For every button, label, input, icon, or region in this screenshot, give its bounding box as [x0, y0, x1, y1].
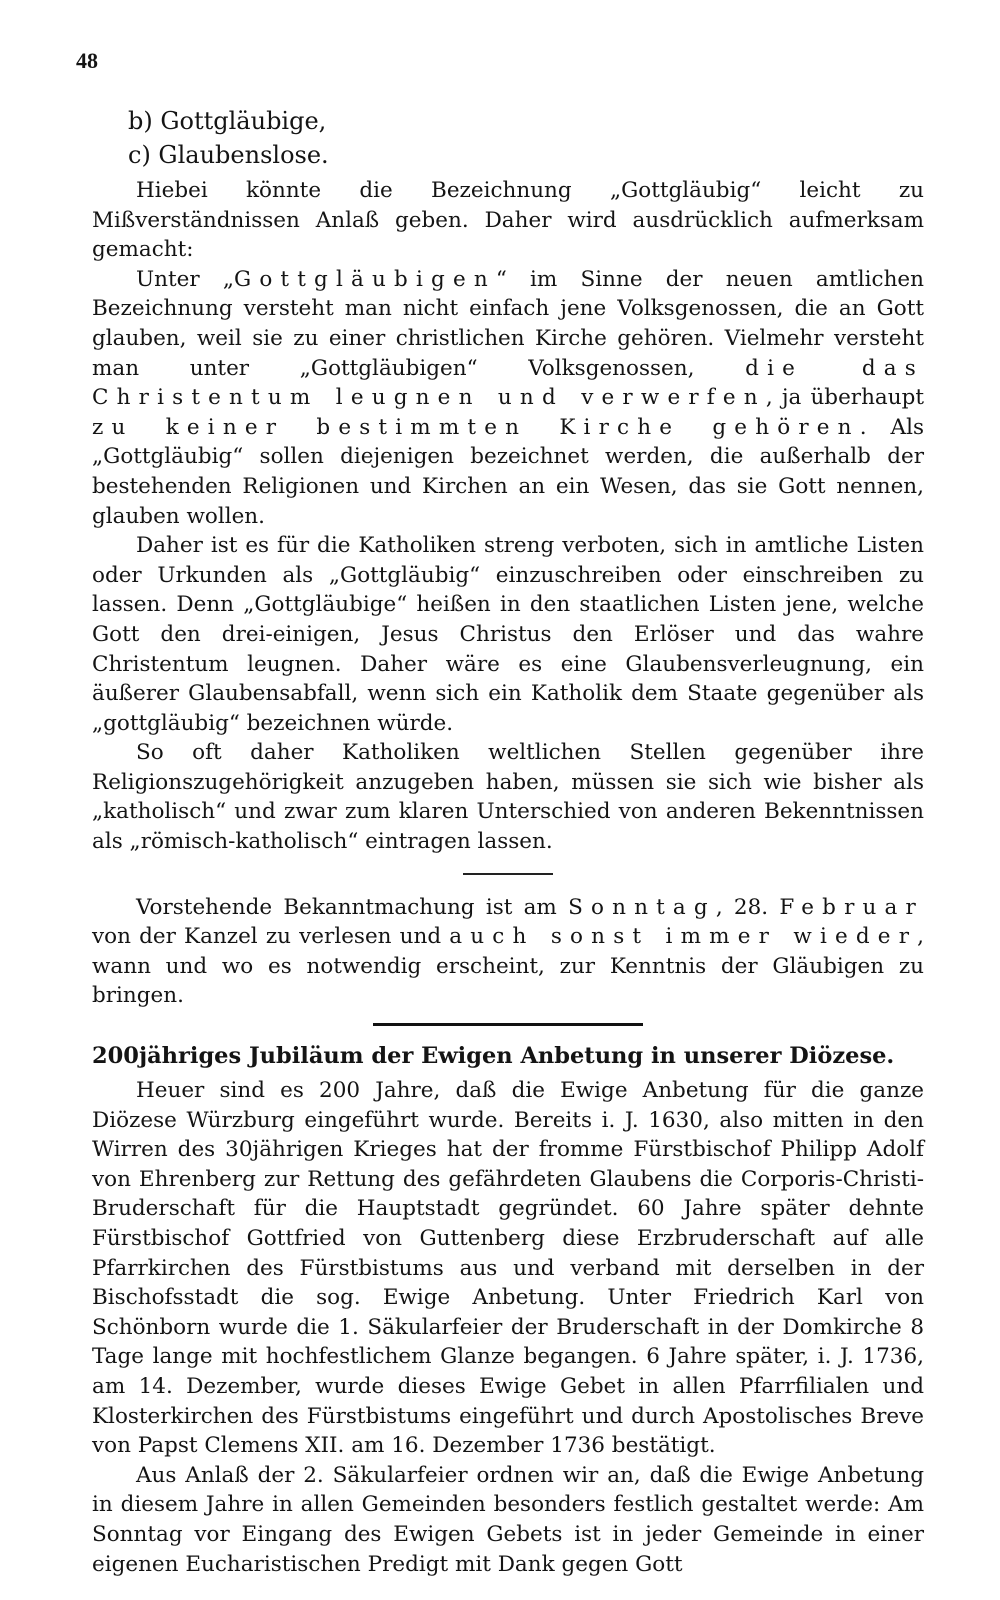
paragraph: Daher ist es für die Katholiken streng verboten, sich in amtliche Listen oder Urkunden als „Gottgläubig“ einzuschreiben oder einschreiben zu lassen. Denn „Gottgläubige“ heißen in den staatlichen Listen jene, welche Gott den drei-einigen, Jesus Christus den Erlöser und das wahre Christentum leugnen. Daher wäre es eine Glaubensverleugnung, ein äußerer Glaubensabfall, wenn sich ein Katholik dem Staate gegenüber als „gottgläubig“ bezeichnen würde.: [92, 533, 924, 736]
divider-short: [463, 873, 553, 875]
page-body: [92, 176, 924, 1579]
section-heading: 200jähriges Jubiläum der Ewigen Anbetung in unserer Diözese.: [92, 1043, 895, 1070]
list-item: b) Gottgläubige,: [128, 107, 327, 135]
page-number: 48: [76, 48, 98, 73]
paragraph: Heuer sind es 200 Jahre, daß die Ewige Anbetung für die ganze Diözese Würzburg eingeführt wurde. Bereits i. J. 1630, also mitten in den Wirren des 30jährigen Krieges hat der fromme Fürstbischof Philipp Adolf von Ehrenberg zur Rettung des gefährdeten Glaubens die Corporis-Christi-Bruderschaft für die Hauptstadt gegründet. 60 Jahre später dehnte Fürstbischof Gottfried von Guttenberg diese Erzbruderschaft auf alle Pfarrkirchen des Fürstbistums aus und verband mit derselben in der Bischofsstadt die sog. Ewige Anbetung. Unter Friedrich Karl von Schönborn wurde die 1. Säkularfeier der Bruderschaft in der Domkirche 8 Tage lange mit hochfestlichem Glanze begangen. 6 Jahre später, i. J. 1736, am 14. Dezember, wurde dieses Ewige Gebet in allen Pfarrfilialen und Klosterkirchen des Fürstbistums eingeführt und durch Apostolisches Breve von Papst Clemens XII. am 16. Dezember 1736 bestätigt.: [92, 1078, 924, 1459]
category-list: [128, 104, 329, 172]
paragraph: So oft daher Katholiken weltlichen Stellen gegenüber ihre Religionszugehörigkeit anzugeben haben, müssen sie sich wie bisher als „katholisch“ und zwar zum klaren Unterschied von anderen Bekenntnissen als „römisch-katholisch“ eintragen lassen.: [92, 740, 924, 855]
paragraph: Hiebei könnte die Bezeichnung „Gottgläubig“ leicht zu Mißverständnissen Anlaß geben. Daher wird ausdrücklich aufmerksam gemacht:: [92, 178, 924, 263]
paragraph-definition: Unter „Gottgläubigen“ im Sinne der neuen amtlichen Bezeichnung versteht man nicht einfach jene Volksgenossen, die an Gott glauben, weil sie zu einer christlichen Kirche gehören. Vielmehr versteht man unter „Gottgläubigen“ Volksgenossen, die das Christentum leugnen und verwerfen, ja überhaupt zu keiner bestimmten Kirche gehören. Als „Gottgläubig“ sollen diejenigen bezeichnet werden, die außerhalb der bestehenden Religionen und Kirchen an ein Wesen, das sie Gott nennen, glauben wollen.: [92, 266, 924, 529]
notice-paragraph: Vorstehende Bekanntmachung ist am Sonntag, 28. Februar von der Kanzel zu verlesen und auch sonst immer wieder, wann und wo es notwendig erscheint, zur Kenntnis der Gläubigen zu bringen.: [92, 894, 924, 1009]
list-item: c) Glaubenslose.: [128, 141, 329, 169]
divider-long: [373, 1023, 643, 1026]
paragraph: Aus Anlaß der 2. Säkularfeier ordnen wir an, daß die Ewige Anbetung in diesem Jahre in allen Gemeinden besonders festlich gestaltet werde: Am Sonntag vor Eingang des Ewigen Gebets ist in jeder Gemeinde in einer eigenen Eucharistischen Predigt mit Dank gegen Gott: [92, 1462, 924, 1577]
